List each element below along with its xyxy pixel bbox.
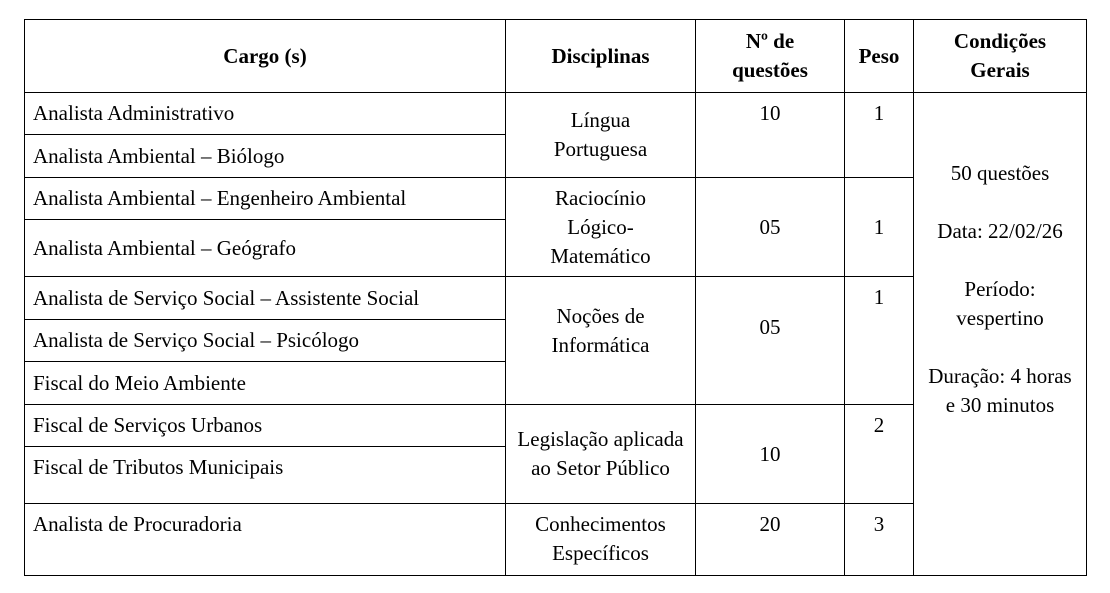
header-condicoes: Condições Gerais bbox=[914, 20, 1087, 93]
cargo-cell: Analista Ambiental – Engenheiro Ambiental bbox=[25, 178, 506, 220]
header-questoes: Nº de questões bbox=[696, 20, 845, 93]
condicoes-data: Data: 22/02/26 bbox=[937, 218, 1063, 243]
questoes-cell: 10 bbox=[696, 93, 845, 178]
peso-cell: 3 bbox=[845, 504, 914, 576]
cargo-cell: Fiscal de Tributos Municipais bbox=[25, 447, 506, 504]
cargo-cell: Analista Ambiental – Geógrafo bbox=[25, 220, 506, 277]
disciplina-cell: Língua Portuguesa bbox=[506, 93, 696, 178]
peso-cell: 2 bbox=[845, 405, 914, 504]
disciplina-cell: Noções de Informática bbox=[506, 277, 696, 405]
cargo-cell: Fiscal do Meio Ambiente bbox=[25, 362, 506, 405]
cargo-cell: Analista Administrativo bbox=[25, 93, 506, 135]
header-peso: Peso bbox=[845, 20, 914, 93]
cargo-cell: Analista de Serviço Social – Assistente Social bbox=[25, 277, 506, 320]
header-cargo: Cargo (s) bbox=[25, 20, 506, 93]
peso-cell: 1 bbox=[845, 277, 914, 405]
header-disciplinas: Disciplinas bbox=[506, 20, 696, 93]
cargo-cell: Analista de Serviço Social – Psicólogo bbox=[25, 320, 506, 362]
disciplina-cell: Raciocínio Lógico-Matemático bbox=[506, 178, 696, 277]
cargo-cell: Analista de Procuradoria bbox=[25, 504, 506, 576]
condicoes-periodo: Período: vespertino bbox=[956, 276, 1044, 330]
questoes-cell: 05 bbox=[696, 277, 845, 405]
condicoes-total: 50 questões bbox=[950, 160, 1050, 185]
disciplina-cell: Conhecimentos Específicos bbox=[506, 504, 696, 576]
header-row bbox=[25, 20, 1087, 93]
cargo-cell: Fiscal de Serviços Urbanos bbox=[25, 405, 506, 447]
questoes-cell: 05 bbox=[696, 178, 845, 277]
disciplina-cell: Legislação aplicada ao Setor Público bbox=[506, 405, 696, 504]
questoes-cell: 20 bbox=[696, 504, 845, 576]
table-row bbox=[25, 93, 1087, 135]
peso-cell: 1 bbox=[845, 178, 914, 277]
questoes-cell: 10 bbox=[696, 405, 845, 504]
cargo-cell: Analista Ambiental – Biólogo bbox=[25, 135, 506, 178]
condicoes-cell bbox=[914, 93, 1087, 576]
peso-cell: 1 bbox=[845, 93, 914, 178]
condicoes-duracao: Duração: 4 horas e 30 minutos bbox=[928, 363, 1072, 417]
exam-table bbox=[24, 19, 1087, 576]
